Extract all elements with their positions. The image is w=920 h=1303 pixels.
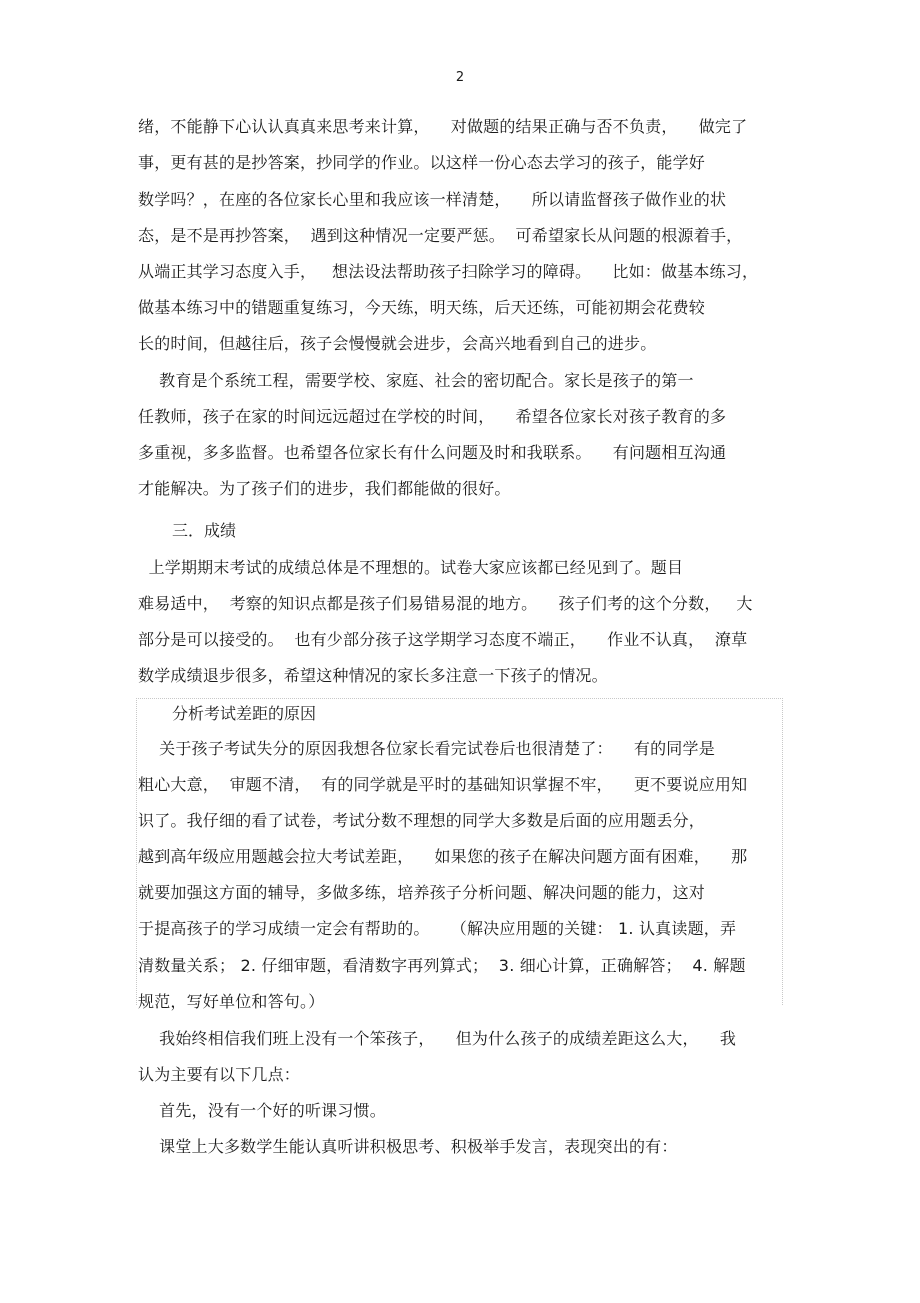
para7-line: 课堂上大多数学生能认真听讲积极思考、积极举手发言，表现突出的有： (138, 1137, 678, 1156)
para1-line: 绪，不能静下心认认真真来思考来计算， 对做题的结果正确与否不负责， 做完了 (138, 117, 748, 136)
para4-line: 越到高年级应用题越会拉大考试差距， 如果您的孩子在解决问题方面有困难， 那 (138, 847, 748, 866)
para6-line: 首先，没有一个好的听课习惯。 (138, 1101, 386, 1120)
para3-line: 上学期期末考试的成绩总体是不理想的。试卷大家应该都已经见到了。题目 (138, 558, 684, 577)
section-heading: 三．成绩 (172, 521, 237, 540)
para1-line: 数学吗？，在座的各位家长心里和我应该一样清楚， 所以请监督孩子做作业的状 (138, 190, 727, 209)
para4-line: 清数量关系； 2. 仔细审题，看清数字再列算式； 3. 细心计算，正确解答； 4. 解题 (138, 956, 746, 975)
para3-line: 部分是可以接受的。 也有少部分孩子这学期学习态度不端正， 作业不认真， 潦草 (138, 630, 748, 649)
para1-line: 做基本练习中的错题重复练习，今天练，明天练，后天还练，可能初期会花费较 (138, 298, 706, 317)
para4-line: 识了。我仔细的看了试卷，考试分数不理想的同学大多数是后面的应用题丢分， (138, 811, 706, 830)
para1-line: 态，是不是再抄答案， 遇到这种情况一定要严惩。 可希望家长从问题的根源着手， (138, 226, 743, 245)
para5-line: 认为主要有以下几点： (138, 1065, 301, 1084)
para2-line: 教育是个系统工程，需要学校、家庭、社会的密切配合。家长是孩子的第一 (138, 371, 694, 390)
para3-line: 数学成绩退步很多，希望这种情况的家长多注意一下孩子的情况。 (138, 666, 608, 685)
para2-line: 任教师，孩子在家的时间远远超过在学校的时间， 希望各位家长对孩子教育的多 (138, 407, 727, 426)
para1-line: 从端正其学习态度入手， 想法设法帮助孩子扫除学习的障碍。 比如：做基本练习， (138, 262, 759, 281)
para2-line: 多重视，多多监督。也希望各位家长有什么问题及时和我联系。 有问题相互沟通 (138, 443, 727, 462)
sub-heading: 分析考试差距的原因 (172, 704, 317, 723)
para1-line: 长的时间，但越往后，孩子会慢慢就会进步，会高兴地看到自己的进步。 (138, 334, 657, 353)
para4-line: 就要加强这方面的辅导，多做多练，培养孩子分析问题、解决问题的能力，这对 (138, 883, 706, 902)
para4-line: 关于孩子考试失分的原因我想各位家长看完试卷后也很清楚了： 有的同学是 (138, 739, 715, 758)
para2-line: 才能解决。为了孩子们的进步，我们都能做的很好。 (138, 479, 511, 498)
para5-line: 我始终相信我们班上没有一个笨孩子， 但为什么孩子的成绩差距这么大， 我 (138, 1029, 737, 1048)
page-number: 2 (455, 70, 465, 85)
para4-line: 规范，写好单位和答句。） (138, 992, 325, 1011)
para4-line: 于提高孩子的学习成绩一定会有帮助的。 （解决应用题的关键： 1. 认真读题，弄 (138, 919, 737, 938)
para1-line: 事，更有甚的是抄答案，抄同学的作业。以这样一份心态去学习的孩子，能学好 (138, 153, 706, 172)
para3-line: 难易适中， 考察的知识点都是孩子们易错易混的地方。 孩子们考的这个分数， 大 (138, 594, 753, 613)
para4-line: 粗心大意， 审题不清， 有的同学就是平时的基础知识掌握不牢， 更不要说应用知 (138, 775, 748, 794)
